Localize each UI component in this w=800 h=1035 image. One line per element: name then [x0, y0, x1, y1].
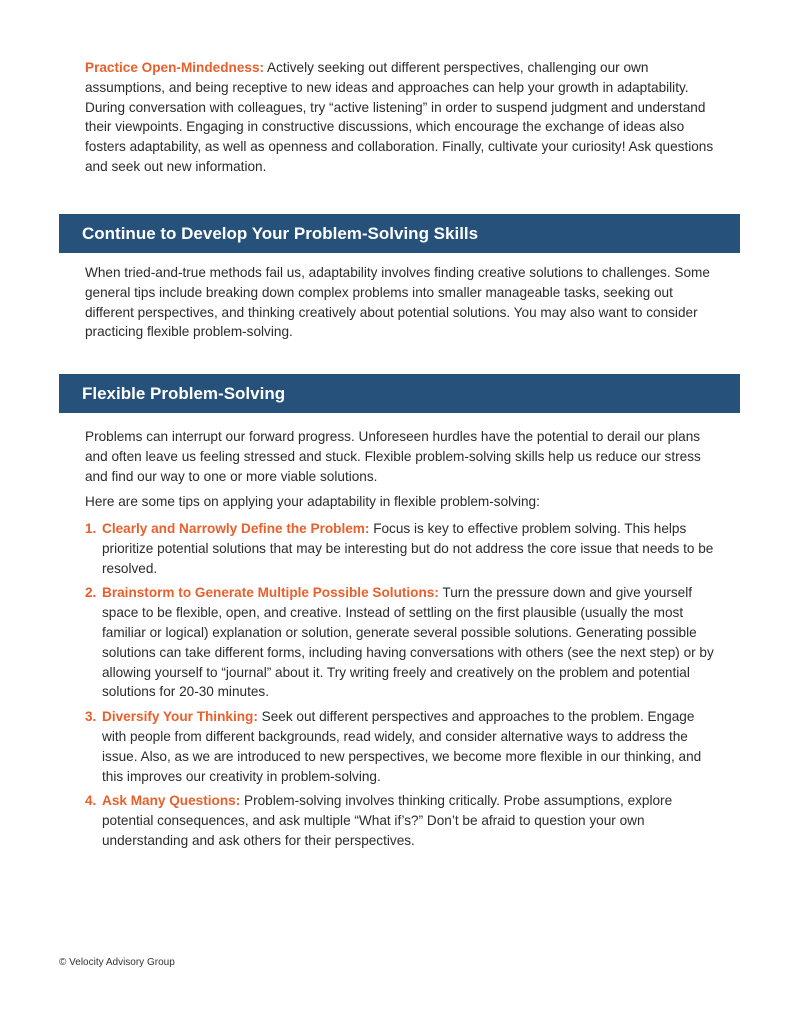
list-item [85, 707, 715, 786]
intro-paragraph [85, 58, 715, 177]
tip-lead: Clearly and Narrowly Define the Problem: [102, 521, 370, 536]
list-item [85, 791, 715, 850]
tips-list [85, 519, 715, 856]
list-number: 4. [85, 793, 97, 809]
list-number: 1. [85, 521, 97, 536]
section-heading-flexible-problem-solving: Flexible Problem-Solving [59, 374, 740, 413]
tips-intro: Here are some tips on applying your adaptability in flexible problem-solving: [85, 494, 540, 509]
intro-text: Actively seeking out different perspectives, challenging our own assumptions, and being receptive to new ideas and approaches can help your growth in adaptability. During conversation with colleagues, try “active listening” in order to suspend judgment and understand their viewpoints. Engaging in constructive discussions, which encourage the exchange of ideas also fosters adaptability, as well as openness and collaboration. Finally, cultivate your curiosity! Ask questions and seek out new information. [85, 60, 714, 174]
section-heading-problem-solving-skills: Continue to Develop Your Problem-Solving Skills [59, 214, 740, 253]
tip-lead: Brainstorm to Generate Multiple Possible Solutions: [102, 585, 439, 601]
section1-body: When tried-and-true methods fail us, adaptability involves finding creative solutions to challenges. Some general tips include breaking down complex problems into smaller manageable tasks, seeking out different perspectives, and thinking creatively about potential solutions. You may also want to consider practicing flexible problem-solving. [85, 265, 710, 340]
footer-copyright: © Velocity Advisory Group [59, 957, 175, 968]
tip-text: Problem-solving involves thinking critically. Probe assumptions, explore potential consequences, and ask multiple “What if’s?” Don’t be afraid to question your own understanding and ask others for their perspectives. [102, 793, 673, 848]
tip-lead: Ask Many Questions: [102, 793, 241, 809]
section2-body: Problems can interrupt our forward progress. Unforeseen hurdles have the potential to derail our plans and often leave us feeling stressed and stuck. Flexible problem-solving skills help us reduce our stress and find our way to one or more viable solutions. [85, 429, 701, 484]
list-item [85, 519, 715, 578]
tip-text: Turn the pressure down and give yourself space to be flexible, open, and creative. Instead of settling on the first plausible (usually the most familiar or logical) explanation or solution, generate several possible solutions. Generating possible solutions can take different forms, including having conversations with others (see the next step) or by allowing yourself to “journal” about it. Try writing freely and creatively on the problem and potential solutions for 20-30 minutes. [102, 585, 714, 700]
list-number: 3. [85, 709, 97, 725]
tip-lead: Diversify Your Thinking: [102, 709, 258, 725]
tip-text: Seek out different perspectives and approaches to the problem. Engage with people from different backgrounds, read widely, and consider alternative ways to address the issue. Also, as we are introduced to new perspectives, we become more flexible in our thinking, and this improves our creativity in problem-solving. [102, 709, 702, 784]
intro-lead: Practice Open-Mindedness: [85, 60, 265, 75]
list-number: 2. [85, 585, 97, 601]
list-item [85, 583, 715, 702]
tip-text: Focus is key to effective problem solving. This helps prioritize potential solutions that may be interesting but do not address the core issue that needs to be resolved. [102, 521, 714, 576]
